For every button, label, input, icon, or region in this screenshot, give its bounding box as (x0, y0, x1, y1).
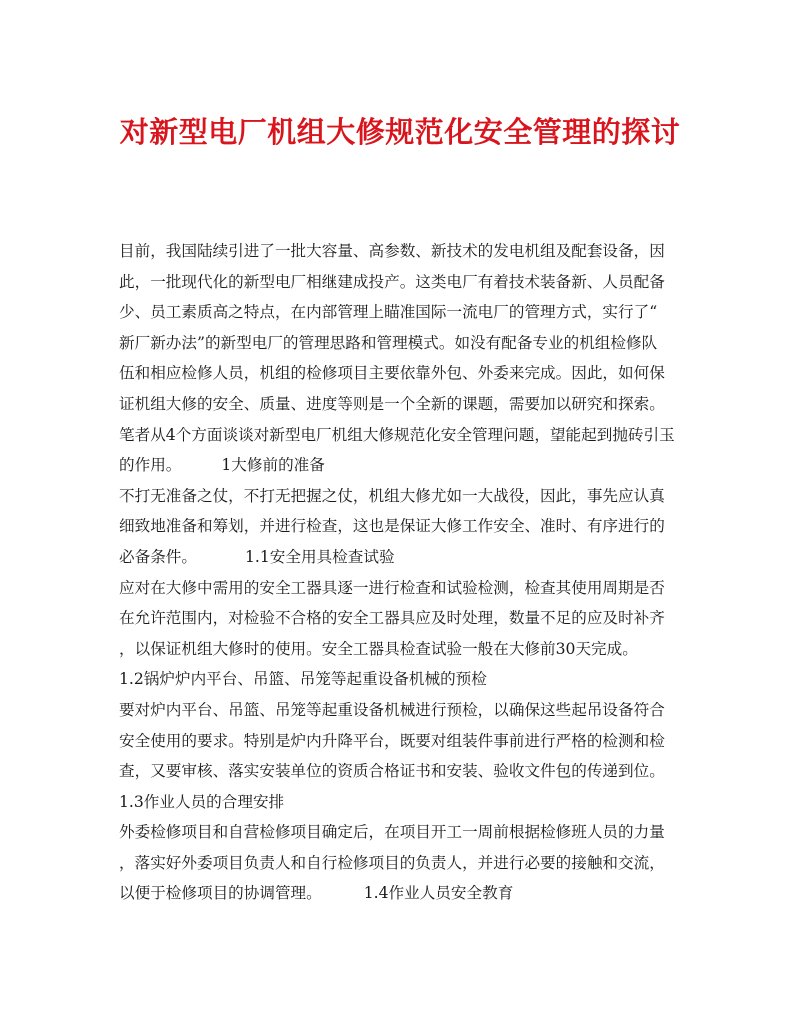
text-fragment: 以便于检修项目的协调管理。 (119, 884, 322, 903)
text-fragment: 必备条件。 (119, 547, 197, 566)
section-heading-1-3: 1.3作业人员的合理安排 (119, 792, 285, 811)
text-line: ，以保证机组大修时的使用。安全工器具检查试验一般在大修前30天完成。 (119, 639, 638, 658)
section-heading-1-2: 1.2锅炉炉内平台、吊篮、吊笼等起重设备机械的预检 (119, 670, 487, 689)
text-line: 此，一批现代化的新型电厂相继建成投产。这类电厂有着技术装备新、人员配备 (119, 272, 665, 291)
body-text (119, 236, 679, 909)
text-line: ，落实好外委项目负责人和自行检修项目的负责人，并进行必要的接触和交流， (119, 853, 665, 872)
section-heading-1: 1大修前的准备 (221, 456, 325, 475)
text-line: 证机组大修的安全、质量、进度等则是一个全新的课题，需要加以研究和探索。 (119, 394, 665, 413)
text-line: 目前，我国陆续引进了一批大容量、高参数、新技术的发电机组及配套设备，因 (119, 242, 665, 260)
text-line: 在允许范围内，对检验不合格的安全工器具应及时处理，数量不足的应及时补齐 (119, 609, 665, 628)
text-line-with-heading (119, 542, 679, 573)
text-line-with-heading (119, 450, 679, 481)
text-fragment: 的作用。 (119, 456, 182, 475)
text-line: 少、员工素质高之特点，在内部管理上瞄准国际一流电厂的管理方式，实行了“ (119, 303, 658, 322)
text-line: 要对炉内平台、吊篮、吊笼等起重设备机械进行预检，以确保这些起吊设备符合 (119, 700, 665, 719)
page-title: 对新型电厂机组大修规范化安全管理的探讨 (119, 115, 681, 149)
text-line: 不打无准备之仗，不打无把握之仗，机组大修尤如一大战役，因此，事先应认真 (119, 486, 665, 505)
text-line: 新厂新办法”的新型电厂的管理思路和管理模式。如没有配备专业的机组检修队 (119, 333, 658, 352)
text-line: 伍和相应检修人员，机组的检修项目主要依靠外包、外委来完成。因此，如何保 (119, 364, 665, 383)
section-heading-1-4: 1.4作业人员安全教育 (363, 884, 514, 903)
text-line: 查，又要审核、落实安装单位的资质合格证书和安装、验收文件包的传递到位。 (119, 762, 665, 781)
text-line: 安全使用的要求。特别是炉内升降平台，既要对组装件事前进行严格的检测和检 (119, 731, 665, 750)
section-heading-1-1: 1.1安全用具检查试验 (244, 547, 395, 566)
text-line-with-heading (119, 878, 679, 909)
text-line: 应对在大修中需用的安全工器具逐一进行检查和试验检测，检查其使用周期是否 (119, 578, 665, 597)
text-line: 笔者从4个方面谈谈对新型电厂机组大修规范化安全管理问题，望能起到抛砖引玉 (119, 425, 675, 444)
text-line: 细致地准备和筹划，并进行检查，这也是保证大修工作安全、准时、有序进行的 (119, 517, 665, 536)
text-line: 外委检修项目和自营检修项目确定后，在项目开工一周前根据检修班人员的力量 (119, 823, 665, 842)
